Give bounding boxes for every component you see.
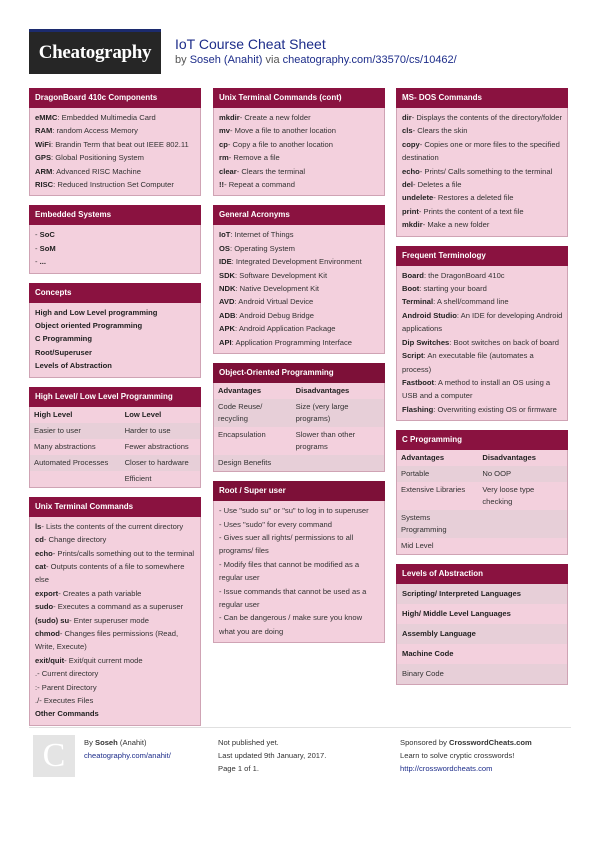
item-term: Terminal [402, 297, 434, 307]
table-row [214, 427, 384, 455]
list-item [219, 242, 380, 255]
list-item: - Gives suer all rights/ permissions to all programs/ files [219, 532, 354, 556]
item-desc: : Android Debug Bridge [235, 310, 314, 320]
table-cell [478, 510, 567, 538]
list-item [35, 533, 196, 546]
list-item [35, 111, 196, 124]
column-1 [29, 88, 201, 735]
item-desc: : Reduced Instruction Set Computer [53, 180, 174, 190]
item-desc: - Restores a deleted file [433, 193, 514, 203]
table-cell: Slower than other programs [292, 427, 384, 455]
item-desc: : Software Development Kit [235, 270, 328, 280]
item-desc: - Enter superuser mode [69, 615, 149, 625]
last-updated: Last updated 9th January, 2017. [218, 751, 327, 760]
list-item [35, 627, 196, 654]
terminology-section [396, 246, 568, 421]
list-item [219, 124, 380, 137]
unix-section [29, 497, 201, 726]
table-cell: Code Reuse/ recycling [214, 399, 292, 427]
item-term: Board [402, 270, 424, 280]
item-term: WiFi [35, 139, 51, 149]
section-body [396, 108, 568, 237]
table-cell: Mid Level [397, 538, 478, 554]
section-header: Object-Oriented Programming [213, 363, 385, 383]
item-desc: .- Current directory [35, 669, 99, 679]
item-desc: : Android Application Package [235, 324, 336, 334]
item-desc: : Global Positioning System [51, 153, 144, 163]
item-term: clear [219, 166, 237, 176]
item-term: Script [402, 351, 424, 361]
list-item [402, 124, 563, 137]
item-term: dir [402, 113, 412, 122]
item-desc: : Integrated Development Environment [231, 257, 362, 267]
table-row [397, 482, 567, 510]
item-desc: - Make a new folder [422, 220, 490, 230]
section-header: C Programming [396, 430, 568, 450]
item-desc: - Copy a file to another location [227, 139, 333, 149]
item-desc: - Creates a path variable [58, 588, 142, 598]
item-desc: : Embedded Multimedia Card [57, 113, 156, 122]
footer-sponsor [400, 736, 532, 775]
item-desc: ./- Executes Files [35, 695, 94, 705]
item-term: Flashing [402, 404, 434, 414]
list-item [219, 111, 380, 124]
list-item: Scripting/ Interpreted Languages [397, 584, 567, 604]
item-desc: : the DragonBoard 410c [423, 270, 505, 280]
item-desc: - Prints the content of a text file [418, 206, 524, 216]
list-item [35, 600, 196, 613]
list-item [35, 520, 196, 533]
page-title: IoT Course Cheat Sheet [175, 36, 326, 52]
msdos-section [396, 88, 568, 237]
item-term: echo [402, 166, 420, 176]
sponsor-link[interactable]: http://crosswordcheats.com [400, 764, 493, 773]
item-desc: :- Parent Directory [35, 682, 97, 692]
highlow-table [30, 407, 200, 487]
list-item [402, 178, 563, 191]
item-desc: - Executes a command as a superuser [53, 602, 184, 612]
sheet-url-link[interactable]: cheatography.com/33570/cs/10462/ [282, 54, 457, 66]
table-row [214, 455, 384, 471]
item-term: export [35, 588, 59, 598]
cprog-table [397, 450, 567, 554]
item-desc: : Android Virtual Device [234, 297, 314, 307]
item-desc: : Native Development Kit [235, 284, 320, 294]
byline-via: via [265, 54, 280, 66]
item-desc: - Outputs contents of a file to somewhere else [35, 561, 185, 585]
list-item: Object oriented Programming [35, 321, 143, 331]
item-term: RISC [35, 180, 54, 190]
item-term: Dip Switches [402, 337, 450, 347]
sponsor-pre: Sponsored by [400, 738, 447, 747]
list-item [35, 178, 196, 191]
list-item: - Modify files that cannot be modified as a regular user [219, 559, 360, 583]
author-avatar[interactable]: C [33, 735, 75, 777]
item-term: ... [39, 257, 46, 267]
column-header: Disadvantages [478, 450, 567, 466]
item-term: IDE [219, 257, 232, 267]
list-item: High/ Middle Level Languages [397, 604, 567, 624]
section-body [29, 225, 201, 273]
section-body [396, 266, 568, 421]
section-header: MS- DOS Commands [396, 88, 568, 108]
dragonboard-section [29, 88, 201, 196]
table-cell: Very loose type checking [478, 482, 567, 510]
section-body [213, 501, 385, 643]
table-cell [478, 538, 567, 554]
list-item [219, 322, 380, 335]
item-desc: : An executable file (automates a process) [402, 351, 534, 374]
list-item [219, 165, 380, 178]
list-item: Levels of Abstraction [35, 361, 112, 371]
list-item [402, 218, 563, 231]
item-desc: - Changes files permissions (Read, Write, Execute) [35, 628, 179, 652]
item-term: ADB [219, 310, 236, 320]
column-header: High Level [30, 407, 121, 423]
table-row [214, 399, 384, 427]
table-header-row [214, 383, 384, 399]
author-link[interactable]: Soseh (Anahit) [189, 54, 263, 66]
list-item: - Uses "sudo" for every command [219, 519, 333, 529]
unixcont-section [213, 88, 385, 196]
section-body [213, 108, 385, 196]
item-term: print [402, 206, 419, 216]
footer-status [218, 736, 326, 775]
section-header: Unix Terminal Commands (cont) [213, 88, 385, 108]
footer-author-name: Soseh [95, 738, 118, 747]
embedded-section [29, 205, 201, 273]
byline-by: by [175, 54, 187, 66]
item-term: eMMC [35, 113, 58, 122]
item-desc: : Advanced RISC Machine [52, 166, 141, 176]
section-body [29, 303, 201, 378]
list-item: - Issue commands that cannot be used as a regular user [219, 586, 367, 609]
item-term: exit/quit [35, 655, 65, 665]
highlow-section [29, 387, 201, 488]
item-desc: : Operating System [229, 243, 295, 253]
publish-status: Not published yet. [218, 738, 279, 747]
list-item [402, 309, 563, 336]
table-cell: Automated Processes [30, 455, 121, 471]
item-term: undelete [402, 193, 434, 203]
item-desc: - Clears the skin [412, 126, 468, 136]
section-header: Root / Super user [213, 481, 385, 501]
item-term: IoT [219, 230, 231, 240]
item-desc: : Overwriting existing OS or firmware [433, 404, 557, 414]
table-cell: Encapsulation [214, 427, 292, 455]
section-header: General Acronyms [213, 205, 385, 225]
item-term: SDK [219, 270, 236, 280]
item-desc: : A shell/command line [433, 297, 509, 307]
table-row [30, 439, 200, 455]
item-term: AVD [219, 297, 235, 307]
footer-author [84, 736, 171, 762]
list-item [219, 336, 380, 349]
item-term: cd [35, 535, 44, 545]
list-item: - Use "sudo su" or "su" to log in to superuser [219, 506, 369, 516]
table-cell: Size (very large programs) [292, 399, 384, 427]
table-row [30, 455, 200, 471]
list-item [402, 191, 563, 204]
table-cell: Easier to user [30, 423, 121, 439]
list-item [35, 138, 196, 151]
item-desc: - Copies one or more files to the specified destination [402, 139, 560, 163]
item-term: APK [219, 324, 236, 334]
table-header-row [397, 450, 567, 466]
list-item [219, 309, 380, 322]
section-body [396, 584, 568, 685]
list-item: - Can be dangerous / make sure you know what you are doing [219, 613, 363, 636]
section-header: Unix Terminal Commands [29, 497, 201, 517]
item-term: sudo [35, 602, 54, 612]
item-prefix: - [35, 243, 40, 253]
item-term: mkdir [402, 220, 423, 230]
table-cell: Harder to use [121, 423, 200, 439]
item-desc: : An IDE for developing Android applications [402, 310, 563, 334]
list-item [35, 681, 196, 694]
table-row [397, 466, 567, 482]
item-desc: : Brandin Term that beat out IEEE 802.11 [50, 139, 189, 149]
acronyms-section [213, 205, 385, 354]
item-desc: : A method to install an OS using a USB and a computer [402, 377, 551, 401]
item-desc: - Clears the terminal [236, 166, 306, 176]
list-item [402, 269, 563, 282]
item-desc: - Lists the contents of the current directory [41, 521, 184, 531]
table-cell: Extensive Libraries [397, 482, 478, 510]
section-header: Frequent Terminology [396, 246, 568, 266]
item-desc: : random Access Memory [52, 126, 138, 136]
item-prefix: - [35, 257, 40, 267]
item-term: del [402, 180, 413, 190]
table-cell: Many abstractions [30, 439, 121, 455]
list-item [402, 403, 563, 416]
list-item: Machine Code [397, 644, 567, 664]
root-section [213, 481, 385, 643]
list-item [219, 255, 380, 268]
section-body [29, 108, 201, 196]
list-item: Root/Superuser [35, 347, 92, 357]
table-cell: Efficient [121, 471, 200, 487]
item-desc: - Repeat a command [224, 180, 295, 190]
item-desc: - Prints/ Calls something to the terminal [419, 166, 553, 176]
item-desc: - Change directory [43, 535, 107, 545]
item-term: Fastboot [402, 377, 435, 387]
table-header-row [30, 407, 200, 423]
cheatography-logo[interactable]: Cheatography [29, 32, 161, 74]
list-item [35, 587, 196, 600]
sponsor-tagline: Learn to solve cryptic crosswords! [400, 751, 515, 760]
item-term: chmod [35, 628, 60, 638]
item-prefix: - [35, 230, 40, 240]
list-item [219, 295, 380, 308]
list-item [35, 560, 196, 587]
list-item [402, 295, 563, 308]
item-term: RAM [35, 126, 53, 136]
item-term: cls [402, 126, 413, 136]
item-term: echo [35, 548, 53, 558]
item-term: copy [402, 139, 420, 149]
list-item: C Programming [35, 334, 92, 344]
item-term: !! [219, 180, 225, 190]
item-term: (sudo) su [35, 615, 70, 625]
list-item [35, 124, 196, 137]
list-item [402, 282, 563, 295]
column-2 [213, 88, 385, 652]
section-header: Embedded Systems [29, 205, 201, 225]
list-item [219, 151, 380, 164]
list-item [402, 349, 563, 376]
table-row [397, 510, 567, 538]
item-desc: - Prints/calls something out to the terminal [52, 548, 195, 558]
item-term: SoM [39, 243, 56, 253]
list-item: Assembly Language [397, 624, 567, 644]
list-item [35, 255, 196, 268]
list-item: High and Low Level programming [35, 307, 158, 317]
item-term: Android Studio [402, 310, 457, 320]
byline [175, 54, 457, 66]
list-item [402, 165, 563, 178]
table-row [30, 423, 200, 439]
item-desc: : Boot switches on back of board [449, 337, 560, 347]
item-term: cat [35, 561, 46, 571]
table-cell: No OOP [478, 466, 567, 482]
table-cell: Portable [397, 466, 478, 482]
list-item [219, 178, 380, 191]
footer-divider [29, 727, 571, 728]
list-item [35, 165, 196, 178]
table-cell: Fewer abstractions [121, 439, 200, 455]
section-header: Levels of Abstraction [396, 564, 568, 584]
item-desc: - Exit/quit current mode [64, 655, 143, 665]
list-item [219, 269, 380, 282]
item-desc: - Remove a file [228, 153, 280, 163]
list-item [35, 151, 196, 164]
column-header: Low Level [121, 407, 200, 423]
item-term: OS [219, 243, 230, 253]
item-desc: - Deletes a file [412, 180, 462, 190]
abstraction-section [396, 564, 568, 685]
item-term: Boot [402, 284, 420, 294]
item-term: ARM [35, 166, 53, 176]
list-item [35, 667, 196, 680]
list-item [402, 138, 563, 165]
item-desc: : Application Programming Interface [231, 337, 352, 347]
list-item [35, 694, 196, 707]
sponsor-name: CrosswordCheats.com [449, 738, 532, 747]
item-desc: - Move a file to another location [229, 126, 336, 136]
footer-author-rest: (Anahit) [119, 738, 147, 747]
item-term: Other Commands [35, 709, 99, 719]
item-term: ls [35, 521, 42, 531]
item-desc: : starting your board [419, 284, 487, 294]
section-header: DragonBoard 410c Components [29, 88, 201, 108]
column-3 [396, 88, 568, 694]
table-cell: Closer to hardware [121, 455, 200, 471]
item-term: SoC [39, 230, 55, 240]
list-item [219, 228, 380, 241]
item-term: mkdir [219, 113, 240, 122]
item-term: mv [219, 126, 230, 136]
concepts-section [29, 283, 201, 378]
list-item [402, 336, 563, 349]
item-term: rm [219, 153, 229, 163]
section-header: High Level/ Low Level Programming [29, 387, 201, 407]
column-header: Advantages [214, 383, 292, 399]
list-item: Binary Code [397, 664, 567, 684]
list-item [35, 707, 196, 720]
section-body [213, 225, 385, 354]
item-desc: - Displays the contents of the directory/folder [411, 113, 562, 122]
list-item [35, 228, 196, 241]
table-cell [292, 455, 384, 471]
table-cell [30, 471, 121, 487]
oop-table [214, 383, 384, 471]
oop-section [213, 363, 385, 472]
list-item [35, 614, 196, 627]
list-item [402, 205, 563, 218]
item-desc: - Create a new folder [239, 113, 311, 122]
list-item [219, 282, 380, 295]
list-item [35, 654, 196, 667]
column-header: Advantages [397, 450, 478, 466]
table-cell: Systems Programming [397, 510, 478, 538]
list-item [35, 242, 196, 255]
section-header: Concepts [29, 283, 201, 303]
table-cell: Design Benefits [214, 455, 292, 471]
page-count: Page 1 of 1. [218, 764, 259, 773]
list-item [219, 138, 380, 151]
cprog-section [396, 430, 568, 555]
column-header: Disadvantages [292, 383, 384, 399]
section-body [29, 517, 201, 726]
list-item [402, 111, 563, 124]
item-term: GPS [35, 153, 52, 163]
item-term: cp [219, 139, 228, 149]
table-row [30, 471, 200, 487]
author-profile-link[interactable]: cheatography.com/anahit/ [84, 751, 171, 760]
item-term: API [219, 337, 232, 347]
list-item [402, 376, 563, 403]
footer-by: By [84, 738, 93, 747]
list-item [35, 547, 196, 560]
item-term: NDK [219, 284, 236, 294]
table-row [397, 538, 567, 554]
item-desc: : Internet of Things [230, 230, 294, 240]
